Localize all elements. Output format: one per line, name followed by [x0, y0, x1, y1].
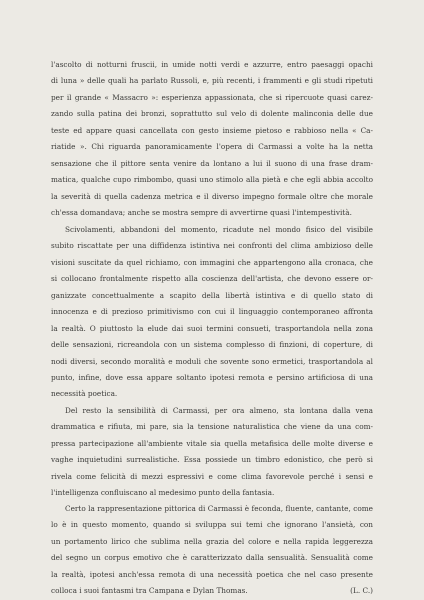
text-line: subito riscattate per una diffidenza istintiva nei confronti del clima ambizioso delle	[51, 241, 373, 251]
text-line: lo è in questo momento, quando si sviluppa sui temi che ignorano l'ansietà, con	[51, 520, 373, 530]
text-line: l'ascolto di notturni fruscii, in umide notti verdi e azzurre, entro paesaggi opachi	[51, 60, 373, 69]
text-line: sensazione che il pittore senta venire da lontano a lui il suono di una frase dram-	[51, 158, 373, 168]
author-signature: (L. C.)	[350, 586, 373, 596]
text-line: ch'essa domandava; anche se mostra sempre di avvertirne quasi l'intempestività.	[51, 207, 352, 217]
text-line: un portamento lirico che sublima nella grazia del colore e nella rapida leggerezza	[51, 536, 373, 546]
text-line: drammatica e rifiuta, mi pare, sia la tensione naturalistica che viene da una com-	[51, 422, 373, 432]
text-line: la severità di quella cadenza metrica e il diverso impegno formale oltre che morale	[51, 191, 373, 201]
text-line: l'intelligenza confluiscano al medesimo punto della fantasia.	[51, 488, 275, 498]
paragraph-1	[51, 57, 373, 221]
text-line: delle sensazioni, ricreandola con un sistema complesso di finzioni, di coperture, di	[51, 340, 373, 350]
text-line: Del resto la sensibilità di Carmassi, per ora almeno, sta lontana dalla vena	[65, 406, 373, 415]
text-line: rivela come felicità di mezzi espressivi e come clima favorevole perché i sensi e	[51, 471, 373, 481]
text-line: si collocano frontalmente rispetto alla coscienza dell'artista, che devono essere or-	[51, 274, 373, 284]
text-line: Certo la rappresentazione pittorica di Carmassi è feconda, fluente, cantante, come	[65, 504, 373, 513]
text-line: la realtà. O piuttosto la elude dai suoi termini consueti, trasportandola nella zona	[51, 323, 373, 333]
paragraph-2	[51, 222, 373, 403]
text-line: pressa partecipazione all'ambiente vitale sia quella metafisica delle molte diverse e	[51, 438, 373, 448]
text-line: la realtà, ipotesi anch'essa remota di una necessità poetica che nel caso presente	[51, 569, 373, 579]
text-line: innocenza e di prezioso primitivismo con cui il linguaggio contemporaneo affronta	[51, 307, 373, 317]
text-line: nodi diversi, secondo moralità e moduli che sovente sono ermetici, trasportandola al	[51, 356, 373, 366]
paragraph-3	[51, 403, 373, 502]
text-line: vaghe inquietudini surrealistiche. Essa possiede un timbro edonistico, che però si	[51, 455, 373, 465]
text-line: punto, infine, dove essa appare soltanto ipotesi remota e persino artificiosa di una	[51, 372, 373, 382]
text-line: di luna » delle quali ha parlato Russoli, e, più recenti, i frammenti e gli studi ripetuti	[51, 76, 373, 86]
text-line: teste ed appare quasi cancellata con gesto insieme pietoso e rabbioso nella « Ca-	[51, 125, 373, 135]
text-line: per il grande « Massacro »: esperienza appassionata, che si ripercuote quasi carez-	[51, 92, 373, 102]
closing-line	[51, 583, 373, 599]
text-line: Scivolamenti, abbandoni del momento, ricadute nel mondo fisico del visibile	[65, 225, 373, 234]
text-line: matica, qualche cupo rimbombo, quasi uno stimolo alla pietà e che egli abbia accolto	[51, 175, 373, 185]
text-line: riatide ». Chi riguarda panoramicamente l'opera di Carmassi a volte ha la netta	[51, 142, 373, 152]
text-line: zando sulla patina dei bronzi, soprattutto sul velo di dolente malinconia delle due	[51, 109, 373, 119]
text-line: del segno un corpus emotivo che è caratterizzato dalla sensualità. Sensualità come	[51, 553, 373, 563]
text-line: ganizzate concettualmente a scapito della libertà istintiva e di quello stato di	[51, 290, 373, 300]
paragraph-4	[51, 501, 373, 600]
text-line: colloca i suoi fantasmi tra Campana e Dylan Thomas.	[51, 586, 248, 596]
text-line: visioni suscitate da quel richiamo, con immagini che appartengono alla cronaca, che	[51, 257, 373, 267]
text-line: necessità poetica.	[51, 389, 118, 399]
